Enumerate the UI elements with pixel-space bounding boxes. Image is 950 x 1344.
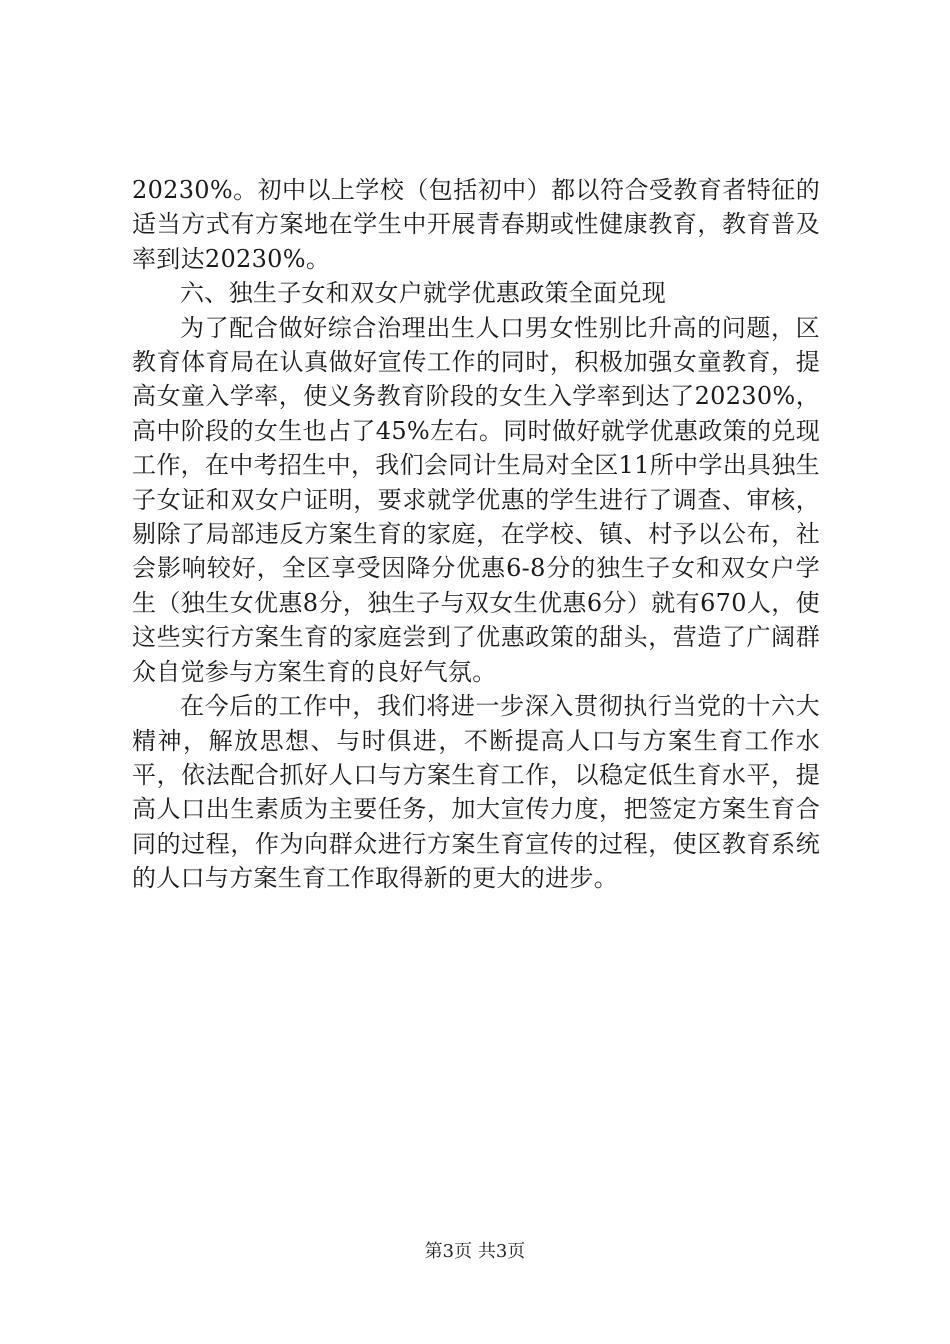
page-number-footer: 第3页 共3页 [424, 1241, 526, 1262]
section-heading-six: 六、独生子女和双女户就学优惠政策全面兑现 [180, 279, 666, 308]
document-body [132, 173, 820, 896]
paragraph-policy: 为了配合做好综合治理出生人口男女性别比升高的问题，区教育体育局在认真做好宣传工作的同时，积极加强女童教育，提高女童入学率，使义务教育阶段的女生入学率到达了20230%，高中阶段的女生也占了45%左右。同时做好就学优惠政策的兑现工作，在中考招生中，我们会同计生局对全区11所中学出具独生子女证和双女户证明，要求就学优惠的学生进行了调查、审核，剔除了局部违反方案生育的家庭，在学校、镇、村予以公布，社会影响较好，全区享受因降分优惠6-8分的独生子女和双女户学生（独生女优惠8分，独生子与双女生优惠6分）就有670人，使这些实行方案生育的家庭尝到了优惠政策的甜头，营造了广阔群众自觉参与方案生育的良好气氛。 [132, 313, 820, 686]
paragraph-continued: 20230%。初中以上学校（包括初中）都以符合受教育者特征的适当方式有方案地在学生中开展青春期或性健康教育，教育普及率到达20230%。 [132, 176, 820, 273]
paragraph-conclusion: 在今后的工作中，我们将进一步深入贯彻执行当党的十六大精神，解放思想、与时俱进，不断提高人口与方案生育工作水平，依法配合抓好人口与方案生育工作，以稳定低生育水平，提高人口出生素质为主要任务，加大宣传力度，把签定方案生育合同的过程，作为向群众进行方案生育宣传的过程，使区教育系统的人口与方案生育工作取得新的更大的进步。 [132, 692, 820, 893]
